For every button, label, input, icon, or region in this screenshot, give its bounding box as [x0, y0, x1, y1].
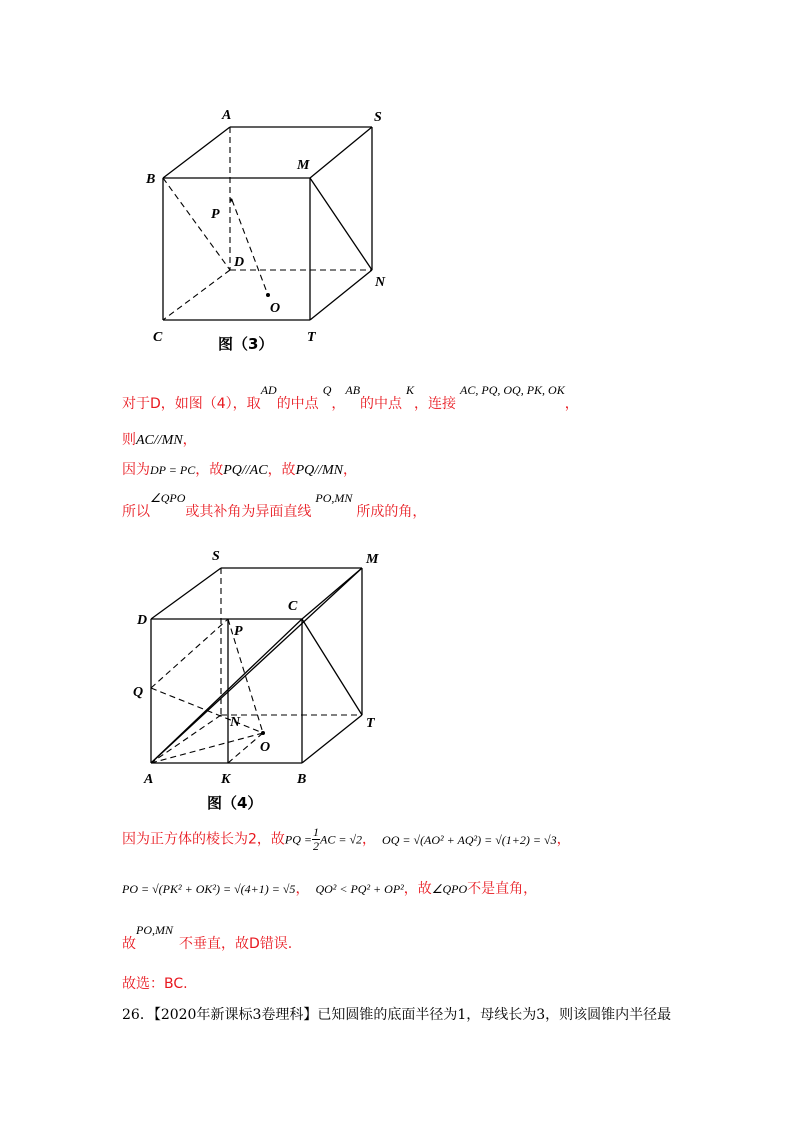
- para1-text-5: ，连接: [414, 396, 457, 412]
- para1-text-2: 的中点: [276, 396, 319, 412]
- para-4: [122, 491, 427, 521]
- fig4-label-s: S: [212, 549, 220, 564]
- para3-math-3: PQ//MN: [295, 463, 344, 478]
- para5-math-pq: PQ =: [284, 832, 313, 847]
- para1-text-6: ，: [564, 396, 579, 412]
- para6-math-angle: ∠QPO: [431, 882, 468, 896]
- fig3-label-t: T: [307, 330, 316, 345]
- fig3-label-o: O: [270, 301, 281, 316]
- fig3-label-n: N: [375, 275, 386, 290]
- fig4-label-q: Q: [133, 685, 144, 700]
- para1-math-segments: AC, PQ, OQ, PK, OK: [460, 383, 565, 397]
- fig4-label-k: K: [221, 772, 231, 787]
- para3-text-3: ，故: [267, 462, 296, 478]
- para5-frac-num: 1: [313, 825, 320, 839]
- fig4-label-c: C: [288, 599, 298, 614]
- para5-frac-den: 2: [313, 839, 320, 853]
- fig3-label-c: C: [153, 330, 163, 345]
- fig3-label-m: M: [297, 158, 310, 173]
- fig3-label-d: D: [234, 255, 245, 270]
- fig4-label-o: O: [260, 740, 271, 755]
- para3-text-4: ，: [343, 462, 358, 478]
- fig4-label-n: N: [230, 715, 241, 730]
- question-26-text: 26．【2020年新课标3卷理科】已知圆锥的底面半径为1，母线长为3，则该圆锥内半径最: [122, 1007, 672, 1023]
- para5-text-1: 因为正方体的棱长为2，故: [122, 831, 285, 848]
- para1-text-3: ，: [331, 396, 346, 412]
- para6-text-1: ，: [295, 881, 310, 897]
- fig3-label-s: S: [374, 110, 382, 125]
- para-3: [122, 459, 357, 479]
- para1-math-q: Q: [322, 383, 332, 397]
- para1-text-1: 对于D，如图（4），取: [122, 396, 261, 412]
- para6-math-po: PO = √(PK² + OK²) = √(4+1) = √5: [122, 882, 296, 896]
- para5-math-oq: OQ = √(AO² + AQ²) = √(1+2) = √3: [382, 832, 557, 847]
- para3-text-1: 因为: [122, 462, 150, 478]
- fig3-label-b: B: [146, 172, 156, 187]
- para7-text-2: 不垂直，故D错误.: [179, 936, 293, 952]
- para7-math: PO,MN: [136, 923, 173, 937]
- para-6: [122, 878, 537, 898]
- para1-text-4: 的中点: [360, 396, 403, 412]
- para-5: [122, 826, 571, 853]
- fig4-label-m: M: [366, 552, 379, 567]
- para1-math-k: K: [406, 383, 415, 397]
- para7-text-1: 故: [122, 936, 136, 952]
- para4-text-2: 或其补角为异面直线: [185, 504, 312, 520]
- fig3-label-a: A: [222, 108, 232, 123]
- fig4-label-d: D: [137, 613, 148, 628]
- para5-fraction: [312, 826, 320, 853]
- para4-math-lines: PO,MN: [315, 491, 353, 505]
- fig4-label-b: B: [297, 772, 307, 787]
- para3-text-2: ，故: [195, 462, 224, 478]
- fig4-label-a: A: [144, 772, 154, 787]
- question-26: [122, 1004, 671, 1024]
- para6-text-3: 不是直角，: [467, 881, 538, 897]
- para5-math-ac: AC = √2: [320, 832, 363, 847]
- para4-math-angle: ∠QPO: [150, 491, 186, 505]
- para4-text-1: 所以: [122, 504, 150, 520]
- fig3-caption: 图（3）: [218, 335, 274, 353]
- para5-text-3: ，: [556, 831, 571, 848]
- fig4-label-p: P: [234, 624, 243, 639]
- para6-math-ineq: QO² < PQ² + OP²: [315, 882, 404, 896]
- fig4-label-t: T: [366, 716, 375, 731]
- figure-4: [0, 540, 800, 820]
- figure-3: [0, 0, 800, 360]
- para6-text-2: ，故: [403, 881, 432, 897]
- para3-math-1: DP = PC: [150, 463, 196, 477]
- para5-text-2: ，: [362, 831, 377, 848]
- para3-math-2: PQ//AC: [223, 463, 268, 478]
- para1-math-ab: AB: [345, 383, 361, 397]
- para2-text-2: ，: [182, 432, 197, 448]
- para-8: [122, 973, 188, 993]
- para8-text: 故选：BC.: [122, 976, 188, 992]
- para1-math-ad: AD: [260, 383, 277, 397]
- para-1: [122, 383, 579, 413]
- fig4-caption: 图（4）: [207, 794, 263, 812]
- fig3-label-p: P: [211, 207, 220, 222]
- para4-text-3: 所成的角，: [356, 504, 427, 520]
- para-2: [122, 429, 197, 449]
- para-7: [122, 923, 293, 953]
- para2-math: AC//MN: [136, 433, 183, 448]
- para2-text-1: 则: [122, 432, 136, 448]
